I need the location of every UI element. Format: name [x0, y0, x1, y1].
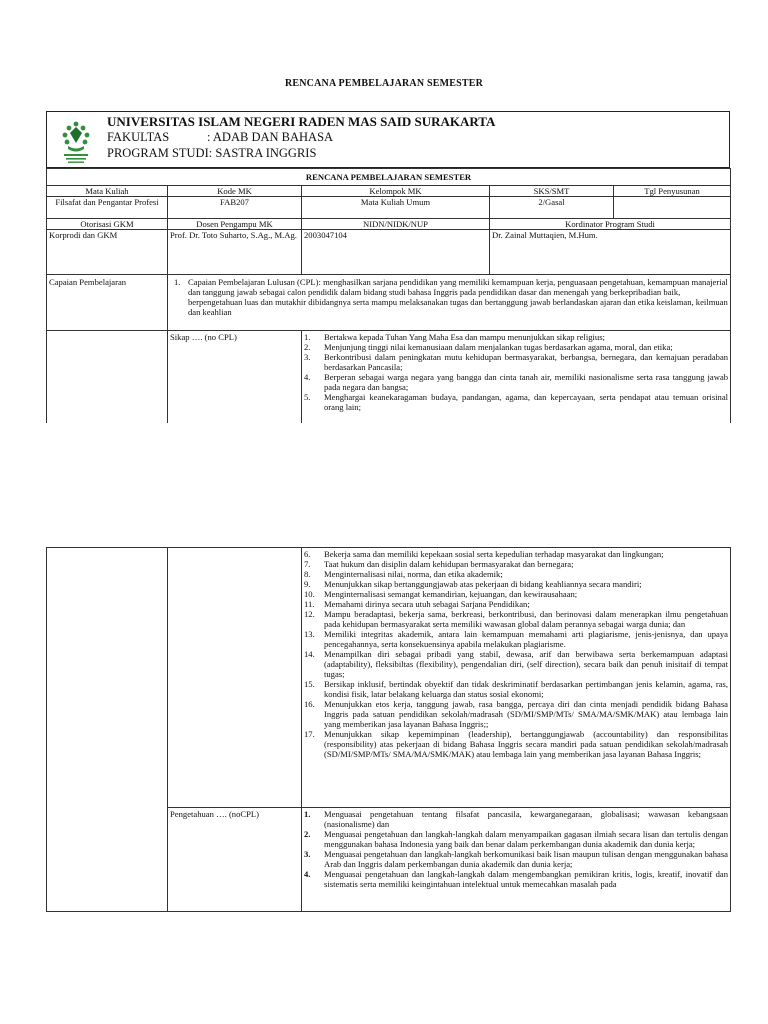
- list-item: [304, 679, 728, 699]
- value-kode-mk: FAB207: [168, 197, 302, 219]
- list-item-text: Bertakwa kepada Tuhan Yang Maha Esa dan mampu menunjukkan sikap religius;: [324, 332, 605, 342]
- value-tgl-penyusunan: [614, 197, 731, 219]
- list-item-number: 15.: [304, 679, 315, 689]
- list-item-number: 16.: [304, 699, 315, 709]
- list-item: [304, 699, 728, 729]
- list-item: [304, 559, 728, 569]
- list-item: [304, 549, 728, 559]
- nidn-label: NIDN/NIDK/NUP: [302, 219, 490, 230]
- list-item-text: Menguasai pengetahuan dan langkah-langkah dalam menyampaikan gagasan ilmiah secara lisan dan tertulis dengan menggunakan bahasa Indonesia yang baik dan benar dalam perkembangan dunia akademik dan dunia kerja;: [324, 829, 728, 849]
- header-sks-smt: SKS/SMT: [490, 186, 614, 197]
- header-kelompok-mk: Kelompok MK: [302, 186, 490, 197]
- list-item: [304, 599, 728, 609]
- header-mata-kuliah: Mata Kuliah: [47, 186, 168, 197]
- list-item-number: 3.: [304, 849, 311, 859]
- list-item-number: 17.: [304, 729, 315, 739]
- value-kelompok-mk: Mata Kuliah Umum: [302, 197, 490, 219]
- list-item: [304, 579, 728, 589]
- list-item: [304, 629, 728, 649]
- list-item-text: Menjunjung tinggi nilai kemanusiaan dalam menjalankan tugas berdasarkan agama, moral, dan etika;: [324, 342, 673, 352]
- list-item-number: 11.: [304, 599, 315, 609]
- list-item-text: Memahami dirinya secara utuh sebagai Sarjana Pendidikan;: [324, 599, 530, 609]
- list-item: [304, 569, 728, 579]
- faculty-value: : ADAB DAN BAHASA: [207, 130, 334, 144]
- capaian-label: Capaian Pembelajaran: [47, 275, 168, 331]
- university-header: [46, 111, 730, 168]
- faculty-label: FAKULTAS: [107, 130, 170, 144]
- list-item: [304, 729, 728, 759]
- cpl-number: 1.: [174, 277, 181, 287]
- list-item: [304, 809, 728, 829]
- list-item-text: Taat hukum dan disiplin dalam kehidupan bermasyarakat dan bernegara;: [324, 559, 574, 569]
- cpl-text: Capaian Pembelajaran Lulusan (CPL): menghasilkan sarjana pendidikan yang memiliki kemampuan kerja, penguasaan pengetahuan, kemampuan manajerial dan tanggung jawab sebagai calon pendidik dalam bidang studi bahasa Inggris pada pendidikan dasar dan menengah yang berkepribadian baik, berpengetahuan luas dan mutakhir dibidangnya serta mampu melaksanakan tugas dan bertanggung jawab berlandaskan ajaran dan etika keislaman, keilmuan dan keahlian: [188, 277, 728, 317]
- list-item-text: Menguasai pengetahuan tentang filsafat pancasila, kewarganegaraan, globalisasi; wawasan kebangsaan (nasionalisme) dan: [324, 809, 728, 829]
- list-item-number: 2.: [304, 829, 311, 839]
- list-item-number: 8.: [304, 569, 311, 579]
- list-item-text: Menunjukkan sikap bertanggungjawab atas pekerjaan di bidang keahliannya secara mandiri;: [324, 579, 642, 589]
- list-item-number: 3.: [304, 352, 311, 362]
- list-item-number: 5.: [304, 392, 311, 402]
- nidn-value: 2003047104: [302, 230, 490, 275]
- sikap-cell-page2: [302, 548, 731, 808]
- value-sks-smt: 2/Gasal: [490, 197, 614, 219]
- list-item-number: 1.: [304, 332, 311, 342]
- header-tgl-penyusunan: Tgl Penyusunan: [614, 186, 731, 197]
- capaian-spacer-page2: [47, 548, 168, 808]
- university-logo: [47, 112, 105, 167]
- list-item: [304, 609, 728, 629]
- list-item-text: Bersikap inklusif, bertindak obyektif dan tidak deskriminatif berdasarkan pertimbangan jenis kelamin, agama, ras, kondisi fisik, latar belakang keluarga dan status sosial ekonomi;: [324, 679, 728, 699]
- value-mata-kuliah: Filsafat dan Pengantar Profesi: [47, 197, 168, 219]
- header-kode-mk: Kode MK: [168, 186, 302, 197]
- rps-table-page1: [46, 168, 731, 423]
- list-item-text: Bekerja sama dan memiliki kepekaan sosial serta kepedulian terhadap masyarakat dan lingkungan;: [324, 549, 664, 559]
- cpl-item: [170, 277, 728, 317]
- list-item-text: Memiliki integritas akademik, antara lain kemampuan memahami arti plagiarisme, jenis-jenisnya, dan upaya pencegahannya, serta konsekuensinya apabila melakukan plagiarisme.: [324, 629, 728, 649]
- list-item-number: 2.: [304, 342, 311, 352]
- capaian-cell: [168, 275, 731, 331]
- list-item-text: Berkontribusi dalam peningkatan mutu kehidupan bermasyarakat, berbangsa, bernegara, dan kemajuan peradaban berdasarkan Pancasila;: [324, 352, 729, 372]
- list-item: [304, 869, 728, 889]
- list-item: [304, 372, 728, 392]
- university-logo-icon: [51, 116, 101, 166]
- list-item: [304, 392, 728, 412]
- list-item-text: Menunjukkan etos kerja, tanggung jawab, rasa bangga, percaya diri dan cinta menjadi pendidik bidang Bahasa Inggris pada satuan pendidikan sekolah/madrasah (SD/MI/SMP/MTs/ SMA/MA/SMK/MAK) atau lembaga lain yang memberikan jasa layanan Bahasa Inggris;;: [324, 699, 728, 729]
- pengetahuan-label: Pengetahuan …. (noCPL): [168, 808, 302, 912]
- list-item-text: Menguasai pengetahuan dan langkah-langkah dalam mengembangkan pemikiran kritis, logis, kreatif, inovatif dan sistematis serta memiliki keingintahuan intelektual untuk memecahkan masalah pada: [324, 869, 728, 889]
- university-name: UNIVERSITAS ISLAM NEGERI RADEN MAS SAID SURAKARTA: [107, 114, 496, 129]
- list-item: [304, 342, 728, 352]
- pengetahuan-list: [304, 809, 728, 889]
- koordinator-name: Dr. Zainal Muttaqien, M.Hum.: [490, 230, 731, 275]
- list-item-number: 4.: [304, 869, 311, 879]
- capaian-spacer: [47, 331, 168, 423]
- list-item-text: Mampu beradaptasi, bekerja sama, berkreasi, berkontribusi, dan berinovasi dalam menerapkan ilmu pengetahuan pada kehidupan bermasyarakat serta memiliki wawasan global dalam perannya sebagai warga dunia; dan: [324, 609, 728, 629]
- dosen-name: Prof. Dr. Toto Suharto, S.Ag., M.Ag.: [168, 230, 302, 275]
- dosen-label: Dosen Pengampu MK: [168, 219, 302, 230]
- list-item-number: 9.: [304, 579, 311, 589]
- cpl-list: [170, 277, 728, 317]
- rps-table-page2: [46, 547, 731, 912]
- sikap-label: Sikap …. (no CPL): [168, 331, 302, 423]
- list-item-number: 6.: [304, 549, 311, 559]
- otorisasi-label: Otorisasi GKM: [47, 219, 168, 230]
- list-item: [304, 849, 728, 869]
- pengetahuan-cell: [302, 808, 731, 912]
- list-item-text: Menginternalisasi nilai, norma, dan etika akademik;: [324, 569, 503, 579]
- list-item: [304, 649, 728, 679]
- list-item-number: 12.: [304, 609, 315, 619]
- koordinator-label: Kordinator Program Studi: [490, 219, 731, 230]
- list-item-text: Menghargai keanekaragaman budaya, pandangan, agama, dan kepercayaan, serta pendapat atau temuan orisinal orang lain;: [324, 392, 729, 412]
- capaian-spacer-page2b: [47, 808, 168, 912]
- list-item: [304, 829, 728, 849]
- sikap-cell-page1: [302, 331, 731, 423]
- rps-title: RENCANA PEMBELAJARAN SEMESTER: [47, 169, 731, 186]
- list-item-text: Menampilkan diri sebagai pribadi yang stabil, dewasa, arif dan berwibawa serta berkemampuan adaptasi (adaptability), fleksibiltas (flexibility), pengendalian diri, (self direction), secara baik dan penuh inisitaif di tempat tugas;: [324, 649, 728, 679]
- list-item-number: 13.: [304, 629, 315, 639]
- list-item-number: 14.: [304, 649, 315, 659]
- document-title: RENCANA PEMBELAJARAN SEMESTER: [284, 78, 484, 89]
- list-item-text: Berperan sebagai warga negara yang bangga dan cinta tanah air, memiliki nasionalisme serta rasa tanggung jawab pada negara dan bangsa;: [324, 372, 729, 392]
- sikap-spacer-page2: [168, 548, 302, 808]
- list-item: [304, 589, 728, 599]
- list-item-text: Menginternalisasi semangat kemandirian, kejuangan, dan kewirausahaan;: [324, 589, 578, 599]
- korprodi-label: Korprodi dan GKM: [47, 230, 168, 275]
- list-item-number: 7.: [304, 559, 311, 569]
- list-item: [304, 332, 728, 342]
- sikap-list: [304, 332, 728, 412]
- faculty-line: [107, 130, 333, 145]
- list-item-number: 10.: [304, 589, 315, 599]
- list-item-number: 4.: [304, 372, 311, 382]
- sikap-list-continued: [304, 549, 728, 759]
- program-study: PROGRAM STUDI: SASTRA INGGRIS: [107, 146, 317, 160]
- list-item-number: 1.: [304, 809, 311, 819]
- list-item-text: Menunjukkan sikap kepemimpinan (leadership), bertanggungjawab (accountability) dan responsibilitas (responsibility) atas pekerjaan di bidang Bahasa Inggris secara mandiri pada satuan pendidikan sekolah/madrasah (SD/MI/SMP/MTs/ SMA/MA/SMK/MAK) atau lembaga lain yang memberikan jasa layanan Bahasa Inggris;: [324, 729, 728, 759]
- list-item-text: Menguasai pengetahuan dan langkah-langkah berkomunikasi baik lisan maupun tulisan dengan menggunakan bahasa Arab dan Inggris dalam perkembangan dunia akademik dan dunia kerja;: [324, 849, 728, 869]
- list-item: [304, 352, 728, 372]
